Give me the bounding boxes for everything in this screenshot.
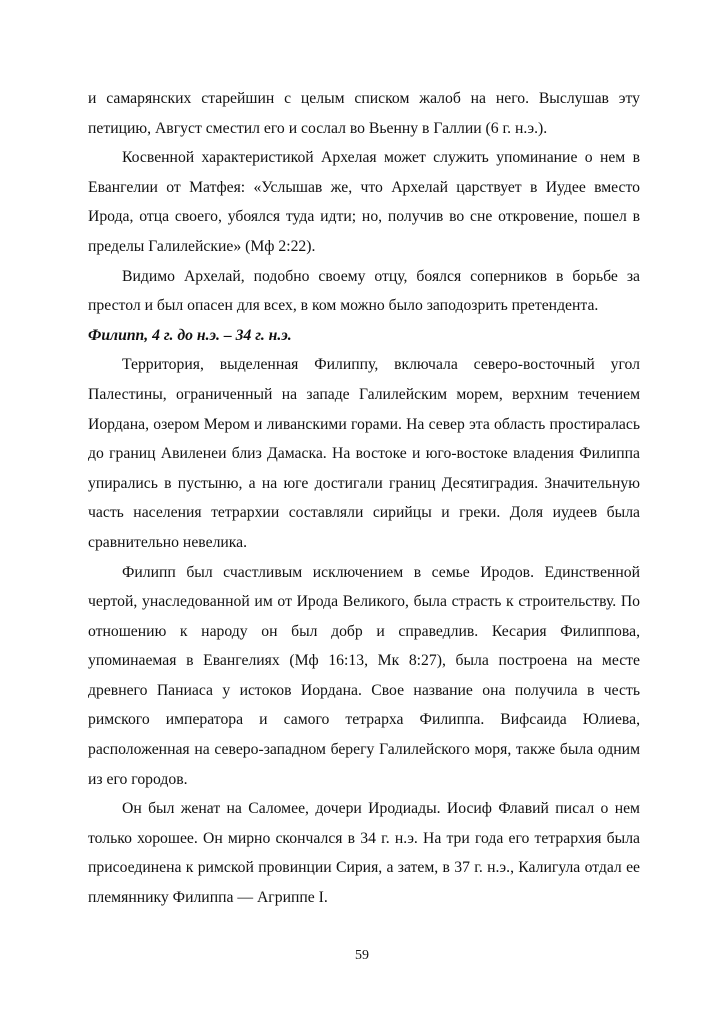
paragraph-philip-death: Он был женат на Саломее, дочери Иродиады. Иосиф Флавий писал о нем только хорошее. Он мирно скончался в 34 г. н.э. На три года его тетрархия была присоединена к римской провинции Сирия, а затем, в 37 г. н.э., Калигула отдал ее племяннику Филиппа — Агриппе I. [88,800,640,907]
page-body [88,84,640,913]
paragraph-archelaus-rivals: Видимо Архелай, подобно своему отцу, боялся соперников в борьбе за престол и был опасен для всех, в ком можно было заподозрить претендента. [88,267,640,315]
paragraph-philip-territory: Территория, выделенная Филиппу, включала северо-восточный угол Палестины, ограниченный на западе Галилейским морем, верхним течением Иордана, озером Мером и ливанскими горами. На север эта область простиралась до границ Авиленеи близ Дамаска. На востоке и юго-востоке владения Филиппа упирались в пустыню, а на юге достигали границ Десятиградия. Значительную часть населения тетрархии составляли сирийцы и греки. Доля иудеев была сравнительно невелика. [88,356,640,551]
paragraph-philip-character: Филипп был счастливым исключением в семье Иродов. Единственной чертой, унаследованной им от Ирода Великого, была страсть к строительству. По отношению к народу он был добр и справедлив. Кесария Филиппова, упоминаемая в Евангелиях (Мф 16:13, Мк 8:27), была построена на месте древнего Паниаса у истоков Иордана. Свое название она получила в честь римского императора и самого тетрарха Филиппа. Вифсаида Юлиева, расположенная на северо-западном берегу Галилейского моря, также была одним из его городов. [88,563,640,788]
page-number: 59 [355,948,369,963]
paragraph-continuation: и самарянских старейшин с целым списком жалоб на него. Выслушав эту петицию, Август сместил его и сослал во Вьенну в Галлии (6 г. н.э.). [88,90,640,137]
section-heading: Филипп, 4 г. до н.э. – 34 г. н.э. [88,326,292,344]
paragraph-archelaus-gospel: Косвенной характеристикой Архелая может служить упоминание о нем в Евангелии от Матфея: «Услышав же, что Архелай царствует в Иудее вместо Ирода, отца своего, убоялся туда идти; но, получив во сне откровение, пошел в пределы Галилейские» (Мф 2:22). [88,149,640,255]
